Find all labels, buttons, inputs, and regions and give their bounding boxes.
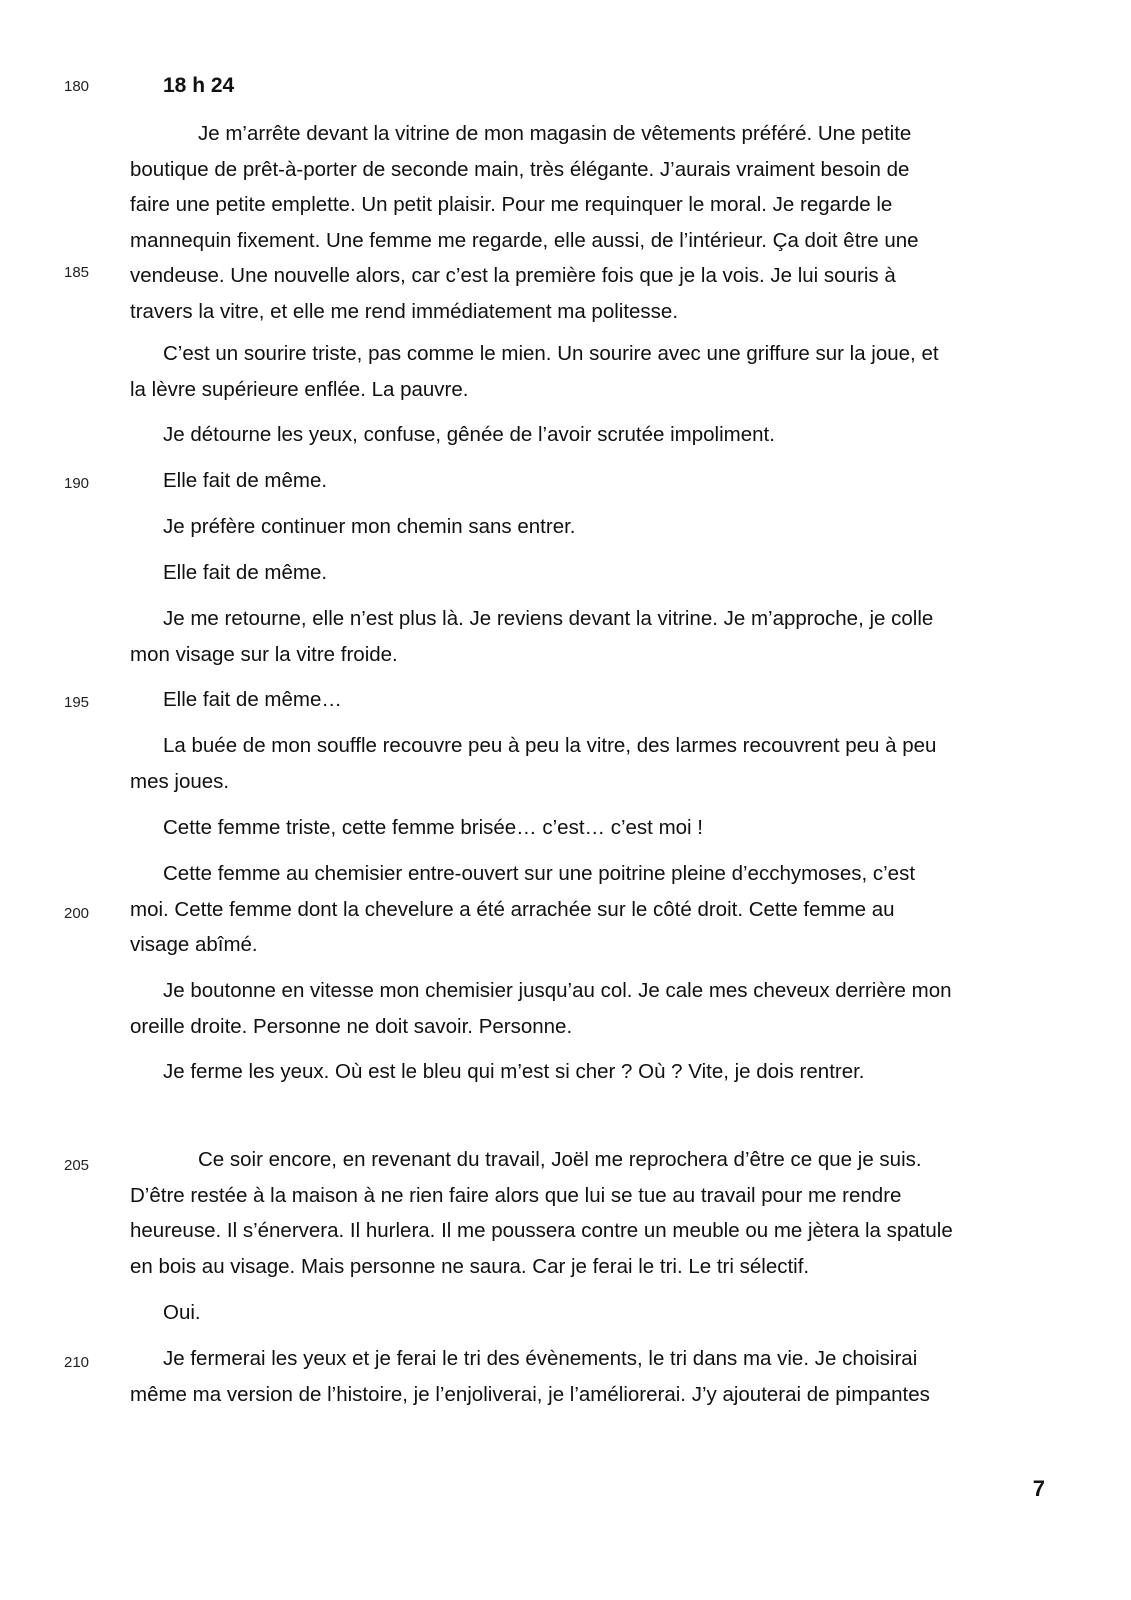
paragraph [130, 509, 1062, 545]
text-line: C’est un sourire triste, pas comme le mien. Un sourire avec une griffure sur la joue, et [163, 342, 939, 365]
paragraph [130, 810, 1062, 846]
line-number: 200 [64, 905, 90, 922]
line-number: 195 [64, 694, 90, 711]
text-line: la lèvre supérieure enflée. La pauvre. [130, 377, 469, 401]
text-line: Elle fait de même. [163, 561, 328, 584]
text-line: Je détourne les yeux, confuse, gênée de l’avoir scrutée impoliment. [163, 423, 775, 446]
text-line: Elle fait de même. [163, 469, 328, 492]
paragraph [130, 1054, 1062, 1090]
text-line: heureuse. Il s’énervera. Il hurlera. Il me poussera contre un meuble ou me jètera la spatule [130, 1219, 953, 1242]
text-line: Je boutonne en vitesse mon chemisier jusqu’au col. Je cale mes cheveux derrière mon [163, 979, 952, 1002]
text-line: Oui. [163, 1301, 201, 1324]
text-line: Je ferme les yeux. Où est le bleu qui m’est si cher ? Où ? Vite, je dois rentrer. [163, 1060, 865, 1083]
text-line: mon visage sur la vitre froide. [130, 642, 398, 666]
line-number: 190 [64, 475, 90, 492]
text-line: même ma version de l’histoire, je l’enjoliverai, je l’améliorerai. J’y ajouterai de pimpantes [130, 1382, 930, 1406]
paragraph [130, 682, 1062, 718]
paragraph [130, 463, 1062, 499]
paragraph [130, 728, 1062, 799]
paragraph [130, 601, 1062, 672]
text-line: en bois au visage. Mais personne ne saura. Car je ferai le tri. Le tri sélectif. [130, 1254, 810, 1278]
paragraph [130, 1142, 1062, 1284]
text-line: travers la vitre, et elle me rend immédiatement ma politesse. [130, 299, 679, 323]
text-line: vendeuse. Une nouvelle alors, car c’est la première fois que je la vois. Je lui souris à [130, 264, 896, 287]
text-line: Je m’arrête devant la vitrine de mon magasin de vêtements préféré. Une petite [198, 122, 912, 145]
paragraph [130, 973, 1062, 1044]
paragraph [130, 1341, 1062, 1412]
text-line: Cette femme au chemisier entre-ouvert sur une poitrine pleine d’ecchymoses, c’est [163, 862, 916, 885]
paragraph [130, 555, 1062, 591]
text-line: La buée de mon souffle recouvre peu à peu la vitre, des larmes recouvrent peu à peu [163, 734, 937, 757]
text-line: oreille droite. Personne ne doit savoir. Personne. [130, 1014, 573, 1038]
text-line: Ce soir encore, en revenant du travail, Joël me reprochera d’être ce que je suis. [198, 1148, 922, 1171]
text-line: mannequin fixement. Une femme me regarde, elle aussi, de l’intérieur. Ça doit être une [130, 228, 919, 252]
text-line: Je fermerai les yeux et je ferai le tri des évènements, le tri dans ma vie. Je choisirai [163, 1347, 918, 1370]
line-number: 210 [64, 1354, 90, 1371]
text-line: faire une petite emplette. Un petit plaisir. Pour me requinquer le moral. Je regarde le [130, 193, 893, 216]
paragraph [130, 116, 1062, 329]
line-number: 185 [64, 264, 90, 281]
text-line: mes joues. [130, 769, 230, 793]
text-line: Je préfère continuer mon chemin sans entrer. [163, 515, 576, 538]
section-heading: 18 h 24 [163, 74, 235, 97]
page-number: 7 [1032, 1476, 1045, 1501]
text-line: boutique de prêt-à-porter de seconde main, très élégante. J’aurais vraiment besoin de [130, 157, 910, 181]
text-line: visage abîmé. [130, 933, 258, 956]
paragraph [130, 417, 1062, 453]
text-line: moi. Cette femme dont la chevelure a été arrachée sur le côté droit. Cette femme au [130, 897, 895, 921]
text-line: D’être restée à la maison à ne rien faire alors que lui se tue au travail pour me rendre [130, 1183, 902, 1207]
line-number: 205 [64, 1157, 90, 1174]
paragraph [130, 336, 1062, 407]
text-line: Cette femme triste, cette femme brisée… c’est… c’est moi ! [163, 816, 703, 839]
paragraph [130, 1295, 1062, 1331]
text-line: Elle fait de même… [163, 688, 342, 711]
line-number: 180 [64, 78, 90, 95]
paragraph [130, 856, 1062, 963]
text-line: Je me retourne, elle n’est plus là. Je reviens devant la vitrine. Je m’approche, je colle [163, 607, 934, 630]
